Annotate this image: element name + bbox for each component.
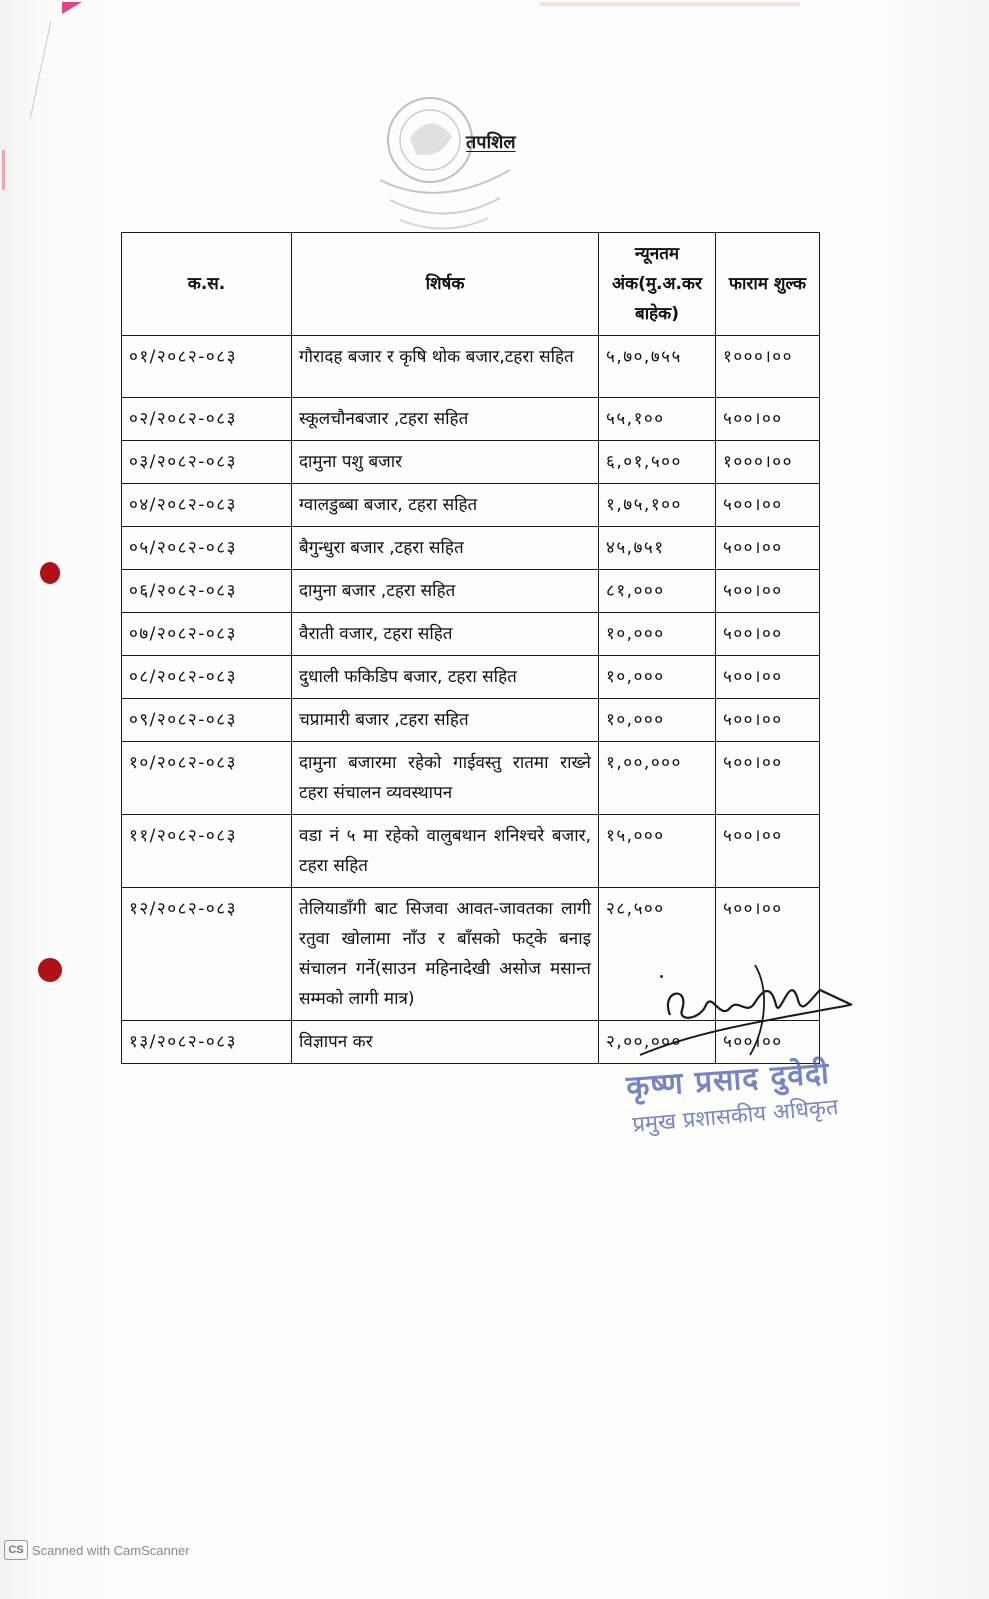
cell-serial-number: ०२/२०८२-०८३ [122, 398, 292, 441]
cell-title: वैराती वजार, टहरा सहित [292, 613, 599, 656]
top-edge-mark [540, 2, 800, 6]
signatory-name-stamp: कृष्ण प्रसाद दुवेदी [625, 1055, 831, 1106]
table-row [122, 336, 820, 398]
cell-title: वडा नं ५ मा रहेको वालुबथान शनिश्चरे बजार, टहरा सहित [292, 815, 599, 888]
cell-min-amount: १०,००० [599, 613, 716, 656]
cell-form-fee: ५००।०० [716, 1021, 820, 1064]
cell-form-fee: १०००।०० [716, 441, 820, 484]
cell-min-amount: ५,७०,७५५ [599, 336, 716, 398]
cell-min-amount: १०,००० [599, 699, 716, 742]
cell-title: विज्ञापन कर [292, 1021, 599, 1064]
table-row [122, 613, 820, 656]
table-row [122, 742, 820, 815]
header-min-amount: न्यूनतम अंक(मु.अ.कर बाहेक) [599, 233, 716, 336]
cell-form-fee: ५००।०० [716, 570, 820, 613]
table-row [122, 398, 820, 441]
cell-title: चप्रामारी बजार ,टहरा सहित [292, 699, 599, 742]
cell-serial-number: ०९/२०८२-०८३ [122, 699, 292, 742]
header-form-fee: फाराम शुल्क [716, 233, 820, 336]
cell-min-amount: ८१,००० [599, 570, 716, 613]
cell-form-fee: ५००।०० [716, 815, 820, 888]
cell-title: दामुना पशु बजार [292, 441, 599, 484]
cell-title: ग्वालडुब्बा बजार, टहरा सहित [292, 484, 599, 527]
cell-form-fee: ५००।०० [716, 742, 820, 815]
office-seal-stamp [360, 70, 520, 240]
cell-min-amount: १,००,००० [599, 742, 716, 815]
cell-min-amount: २,००,००० [599, 1021, 716, 1064]
cell-form-fee: ५००।०० [716, 527, 820, 570]
table-row [122, 484, 820, 527]
footer-text: Scanned with CamScanner [32, 1542, 190, 1558]
handwritten-signature [620, 960, 860, 1060]
cell-min-amount: ६,०१,५०० [599, 441, 716, 484]
cell-serial-number: १२/२०८२-०८३ [122, 888, 292, 1021]
signatory-role-stamp: प्रमुख प्रशासकीय अधिकृत [631, 1095, 840, 1138]
table-row [122, 527, 820, 570]
cell-serial-number: ११/२०८२-०८३ [122, 815, 292, 888]
header-sn: क.स. [122, 233, 292, 336]
cell-form-fee: ५००।०० [716, 398, 820, 441]
cell-title: गौरादह बजार र कृषि थोक बजार,टहरा सहित [292, 336, 599, 398]
cell-min-amount: १,७५,१०० [599, 484, 716, 527]
header-title: शिर्षक [292, 233, 599, 336]
table-row [122, 815, 820, 888]
cell-serial-number: ०५/२०८२-०८३ [122, 527, 292, 570]
cell-title: तेलियाडाँगी बाट सिजवा आवत-जावतका लागी रतुवा खोलामा नाँउ र बाँसको फट्के बनाइ संचालन गर्ने(साउन महिनादेखी असोज मसान्त सम्मको लागी मात्र) [292, 888, 599, 1021]
tender-table [121, 232, 820, 1064]
edge-tick [2, 150, 5, 190]
cell-form-fee: ५००।०० [716, 888, 820, 1021]
cell-min-amount: ४५,७५१ [599, 527, 716, 570]
cell-title: बैगुन्धुरा बजार ,टहरा सहित [292, 527, 599, 570]
cell-serial-number: ०६/२०८२-०८३ [122, 570, 292, 613]
red-seal-dot [38, 958, 62, 982]
table-row [122, 656, 820, 699]
page-title: तपशिल [466, 132, 516, 153]
cell-serial-number: ०१/२०८२-०८३ [122, 336, 292, 398]
cell-title: स्कूलचौनबजार ,टहरा सहित [292, 398, 599, 441]
cell-form-fee: ५००।०० [716, 613, 820, 656]
cell-min-amount: १०,००० [599, 656, 716, 699]
cell-title: दुधाली फकिडिप बजार, टहरा सहित [292, 656, 599, 699]
cell-serial-number: १०/२०८२-०८३ [122, 742, 292, 815]
cell-form-fee: ५००।०० [716, 484, 820, 527]
table-row [122, 570, 820, 613]
cell-title: दामुना बजारमा रहेको गाईवस्तु रातमा राख्ने टहरा संचालन व्यवस्थापन [292, 742, 599, 815]
cell-form-fee: ५००।०० [716, 699, 820, 742]
cell-form-fee: १०००।०० [716, 336, 820, 398]
table-header-row [122, 233, 820, 336]
cell-form-fee: ५००।०० [716, 656, 820, 699]
cell-serial-number: ०३/२०८२-०८३ [122, 441, 292, 484]
cell-serial-number: ०८/२०८२-०८३ [122, 656, 292, 699]
corner-mark [62, 2, 82, 14]
cell-min-amount: २८,५०० [599, 888, 716, 1021]
red-seal-dot [40, 562, 60, 584]
table-row [122, 699, 820, 742]
cell-serial-number: ०७/२०८२-०८३ [122, 613, 292, 656]
scanner-footer [4, 1540, 190, 1560]
cell-title: दामुना बजार ,टहरा सहित [292, 570, 599, 613]
cell-serial-number: ०४/२०८२-०८३ [122, 484, 292, 527]
cell-min-amount: १५,००० [599, 815, 716, 888]
table-row [122, 441, 820, 484]
cell-min-amount: ५५,१०० [599, 398, 716, 441]
cell-serial-number: १३/२०८२-०८३ [122, 1021, 292, 1064]
camscanner-logo-icon: CS [4, 1540, 28, 1560]
